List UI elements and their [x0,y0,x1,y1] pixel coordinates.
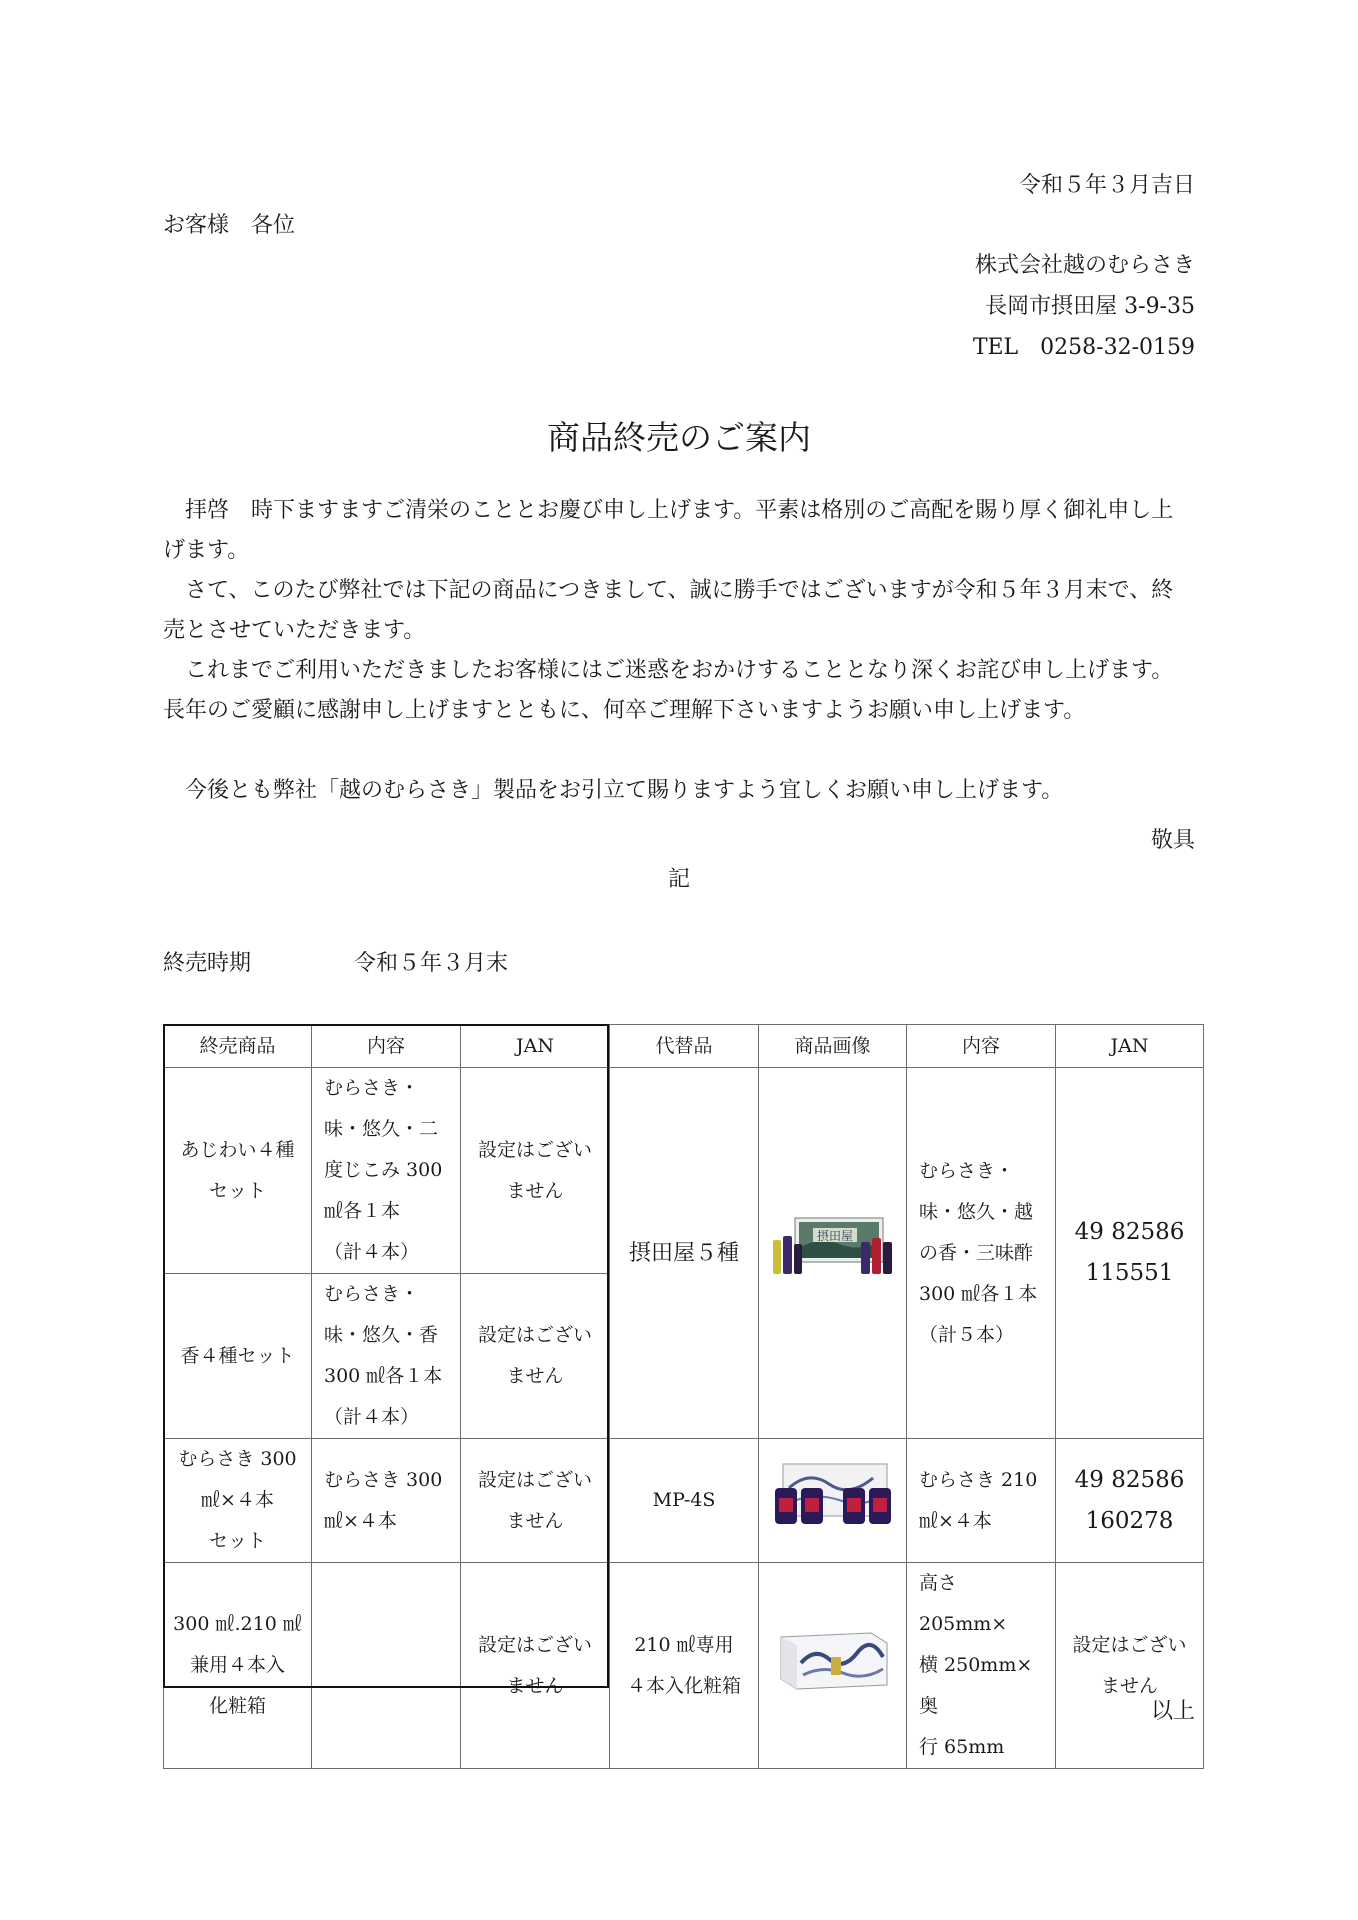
content-cell: むらさき・ 味・悠久・二 度じこみ 300 ㎖各１本 （計４本） [312,1068,461,1274]
header-alt-content: 内容 [907,1025,1056,1068]
header-product-image: 商品画像 [759,1025,907,1068]
alt-jan-cell: 49 82586 160278 [1056,1439,1204,1563]
body-paragraph: 拝啓 時下ますますご清栄のこととお慶び申し上げます。平素は格別のご高配を賜り厚く御礼申し上げます。 [163,498,1174,563]
content-cell [312,1563,461,1769]
table-row [164,1563,1204,1769]
discontinued-product-cell: 香４種セット [164,1274,312,1439]
table-header-row [164,1025,1204,1068]
alt-content-cell: むらさき・ 味・悠久・越 の香・三味酢 300 ㎖各１本 （計５本） [907,1068,1056,1439]
page-title: 商品終売のご案内 [547,418,811,457]
discontinued-product-cell: むらさき 300 ㎖×４本 セット [164,1439,312,1563]
table-row [164,1439,1204,1563]
svg-text:摂田屋: 摂田屋 [816,1228,853,1243]
setsudaya-gift-set-image [769,1214,897,1293]
product-table [163,1024,1204,1769]
keigu: 敬具 [1150,828,1195,853]
company-tel: TEL 0258-32-0159 [972,335,1195,360]
header-jan: JAN [461,1025,610,1068]
period-label: 終売時期 [163,951,252,976]
alternative-cell: 摂田屋５種 [610,1068,759,1439]
alt-jan-cell: 49 82586 115551 [1056,1068,1204,1439]
jan-cell: 設定はござい ません [461,1068,610,1274]
alternative-cell: MP-4S [610,1439,759,1563]
closing: 以上 [1150,1699,1195,1724]
addressee: お客様 各位 [163,213,296,238]
content-cell: むらさき・ 味・悠久・香 300 ㎖各１本 （計４本） [312,1274,461,1439]
body-paragraph: さて、このたび弊社では下記の商品につきまして、誠に勝手ではございますが令和５年３月末で、終売とさせていただきます。 [163,578,1174,643]
date: 令和５年３月吉日 [1018,173,1195,198]
alt-content-cell: むらさき 210 ㎖×４本 [907,1439,1056,1563]
header-content: 内容 [312,1025,461,1068]
company-name: 株式会社越のむらさき [974,253,1195,278]
jan-cell: 設定はござい ません [461,1274,610,1439]
gift-box-image [771,1623,895,1708]
period-value: 令和５年３月末 [354,951,509,976]
discontinued-product-cell: 300 ㎖.210 ㎖ 兼用４本入 化粧箱 [164,1563,312,1769]
ki-heading: 記 [667,867,690,892]
header-alternative: 代替品 [610,1025,759,1068]
jan-cell: 設定はござい ません [461,1563,610,1769]
body-paragraph: 今後とも弊社「越のむらさき」製品をお引立て賜りますよう宜しくお願い申し上げます。 [185,778,1064,803]
product-image-cell [759,1563,907,1769]
table-row [164,1068,1204,1274]
header-discontinued-product: 終売商品 [164,1025,312,1068]
company-address: 長岡市摂田屋 3-9-35 [985,294,1195,319]
jan-cell: 設定はござい ません [461,1439,610,1563]
product-image-cell [759,1068,907,1439]
header-alt-jan: JAN [1056,1025,1204,1068]
mp-4s-gift-set-image [769,1458,897,1543]
discontinued-product-cell: あじわい４種 セット [164,1068,312,1274]
body-paragraph: これまでご利用いただきましたお客様にはご迷惑をおかけすることとなり深くお詫び申し上げます。長年のご愛顧に感謝申し上げますとともに、何卒ご理解下さいますようお願い申し上げます。 [163,658,1174,723]
alt-jan-cell: 設定はござい ません [1056,1563,1204,1769]
alternative-cell: 210 ㎖専用 ４本入化粧箱 [610,1563,759,1769]
product-image-cell [759,1439,907,1563]
content-cell: むらさき 300 ㎖×４本 [312,1439,461,1563]
alt-content-cell: 高さ 205mm× 横 250mm×奥 行 65mm [907,1563,1056,1769]
